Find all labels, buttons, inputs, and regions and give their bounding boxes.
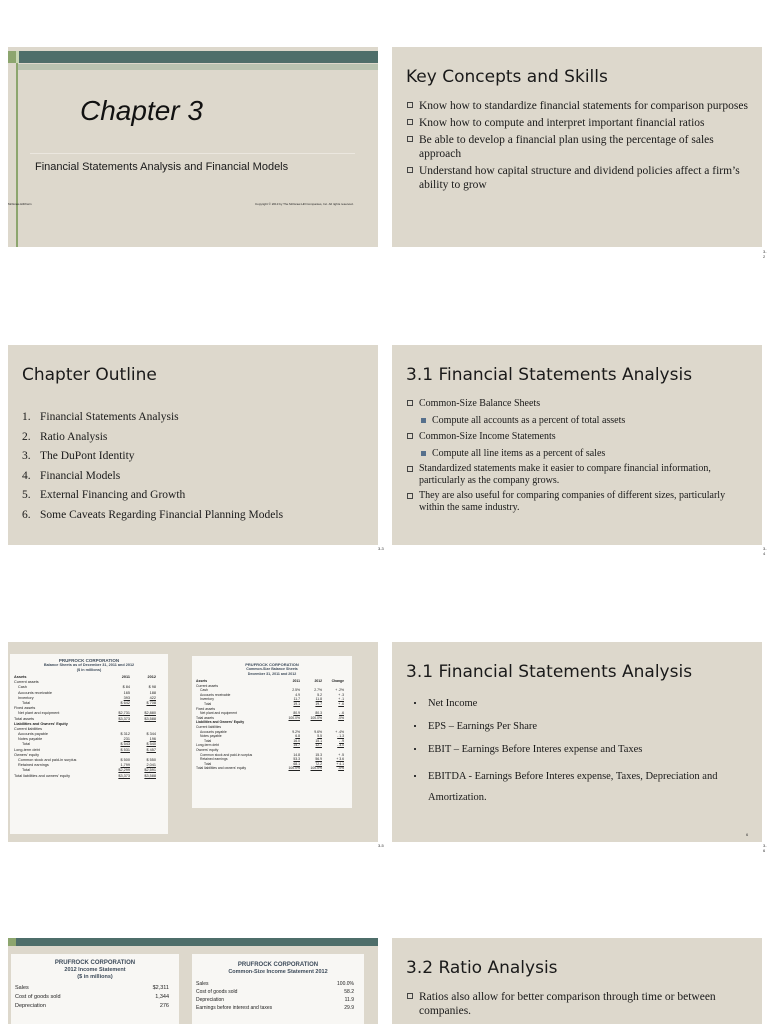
bullet-item: Standardized statements make it easier to compare financial information, particularly as the company grows. <box>406 463 751 487</box>
row-value: $3,588 <box>144 716 156 721</box>
table-header: Assets 2011 2012 <box>14 675 156 679</box>
slide-title: 3.2 Ratio Analysis <box>406 958 558 978</box>
table-row <box>11 993 179 1002</box>
row-value: $2,591 <box>144 768 156 773</box>
slide-title: 3.1 Financial Statements Analysis <box>406 365 693 385</box>
row-value: $ 550 <box>146 758 156 762</box>
row-label: Long-term debt <box>196 743 219 748</box>
chapter-subtitle: Financial Statements Analysis and Financial Models <box>35 161 289 173</box>
slide-key-concepts <box>392 47 762 247</box>
row-value: $2,880 <box>144 711 156 716</box>
row-value: $ 642 <box>120 700 130 705</box>
dot-bullet-icon <box>414 748 416 750</box>
row-label: Total <box>22 700 31 705</box>
row-value: 2,041 <box>146 763 156 768</box>
row-value: 100.0% <box>288 715 300 720</box>
bullet-item: Understand how capital structure and dividend policies affect a firm’s ability to grow <box>406 164 751 192</box>
row-value: 9.6% <box>314 729 322 734</box>
bullet-list <box>406 99 751 195</box>
row-value: + .3 <box>338 692 344 697</box>
row-value: 11.9 <box>344 997 354 1003</box>
common-size-balance-table <box>192 656 352 808</box>
row-label: Cash <box>200 688 208 693</box>
row-value: 15.3 <box>315 752 322 757</box>
row-label: Owners' equity <box>196 747 219 752</box>
table-header: Assets 2011 2012 Change <box>196 679 344 683</box>
header-bar-light <box>16 64 378 70</box>
row-label: Total <box>204 761 212 766</box>
page-number: 3-3 <box>378 546 384 551</box>
row-value: 231 <box>123 737 130 742</box>
row-value: 11.8 <box>315 697 322 702</box>
row-value: 14.8 <box>293 752 300 757</box>
row-value: - .9 <box>339 738 344 743</box>
row-label: Total assets <box>14 716 35 721</box>
term-item: EPS – Earnings Per Share <box>410 720 750 733</box>
row-label: Total <box>204 701 212 706</box>
table-row <box>192 1004 364 1012</box>
footer-publisher: McGraw-Hill/Irwin <box>8 202 32 206</box>
dot-bullet-icon <box>414 725 416 727</box>
row-value: $3,373 <box>118 716 130 721</box>
checkbox-bullet-icon <box>407 400 413 406</box>
row-value: $ 540 <box>146 742 156 747</box>
table-row <box>192 980 364 988</box>
row-label: Net plant and equipment <box>18 711 60 716</box>
row-label: Accounts receivable <box>200 692 231 697</box>
row-value: 58.2 <box>344 989 354 995</box>
outline-item: 1. Financial Statements Analysis <box>22 411 179 423</box>
bullet-item: Common-Size Income Statements <box>406 430 751 444</box>
slide-ratio-analysis <box>392 938 762 1024</box>
row-label: Sales <box>15 985 29 991</box>
row-label: Total <box>22 742 31 747</box>
row-label: Accounts payable <box>18 732 48 737</box>
row-label: Total liabilities and owners' equity <box>196 766 247 771</box>
sub-bullet-item: Compute all accounts as a percent of total assets <box>406 414 751 428</box>
table-row <box>11 1002 179 1011</box>
page-number: 3-6 <box>763 843 767 853</box>
row-value: - .6 <box>339 711 344 716</box>
row-label: Notes payable <box>200 734 222 739</box>
row-label: Inventory <box>200 697 214 702</box>
row-label: Total assets <box>196 715 214 720</box>
outline-item: 4. Financial Models <box>22 469 121 482</box>
slide-chapter-title <box>8 47 378 247</box>
row-value: 2.7% <box>314 688 322 693</box>
row-label: Owners' equity <box>14 752 39 757</box>
table-subtitle: Common-Size Income Statement 2012 <box>228 969 328 975</box>
row-value: 19.1 <box>293 701 300 706</box>
term-list <box>410 697 750 818</box>
table-subtitle: 2012 Income Statement <box>64 967 126 973</box>
row-value: 9.2% <box>292 729 300 734</box>
row-value: 100.0% <box>288 766 300 771</box>
term-item: Net Income <box>410 697 750 710</box>
checkbox-bullet-icon <box>407 493 413 499</box>
table-units: December 31, 2011 and 2012 <box>247 672 297 676</box>
row-label: Common stock and paid-in surplus <box>18 758 77 762</box>
table-title: PRUFROCK CORPORATION <box>237 962 319 968</box>
row-value: + .6 <box>338 701 344 706</box>
row-label: Cost of goods sold <box>15 994 61 1000</box>
row-value: + .2% <box>335 688 344 693</box>
bullet-list <box>406 397 751 517</box>
row-value: 1,344 <box>155 994 169 1000</box>
row-label: Net plant and equipment <box>200 711 237 716</box>
row-value: + 3.6 <box>336 757 344 762</box>
row-value: $ 500 <box>120 758 130 762</box>
row-value: 6.8 <box>295 734 300 739</box>
row-value: $2,731 <box>118 711 130 716</box>
table-title: PRUFROCK CORPORATION <box>58 658 120 663</box>
row-value: + .4% <box>335 729 344 734</box>
table-row <box>192 766 352 771</box>
row-label: Inventory <box>18 695 34 700</box>
bullet-item: Be able to develop a financial plan using the percentage of sales approach <box>406 133 751 161</box>
row-value: 165 <box>123 690 130 695</box>
row-label: Fixed assets <box>14 706 36 711</box>
row-value: $ 457 <box>146 747 156 752</box>
table-title: PRUFROCK CORPORATION <box>54 960 136 966</box>
row-value: 100.0% <box>310 715 322 720</box>
row-label: Depreciation <box>196 997 225 1003</box>
checkbox-bullet-icon <box>407 466 413 472</box>
row-value: 100.0% <box>310 766 322 771</box>
table-row <box>10 774 168 779</box>
row-label: Long-term debt <box>14 747 40 752</box>
slide-title: Chapter Outline <box>22 365 157 385</box>
table-units: ($ in millions) <box>76 668 102 672</box>
row-label: Total liabilities and owners' equity <box>14 773 71 778</box>
row-value: $ 344 <box>146 732 156 737</box>
dot-bullet-icon <box>414 702 416 704</box>
row-label: Sales <box>196 981 209 987</box>
row-value: $ 531 <box>120 747 130 752</box>
row-value: $ 312 <box>120 732 130 737</box>
row-value: 276 <box>159 1003 169 1009</box>
slide-title: 3.1 Financial Statements Analysis <box>406 662 693 682</box>
row-label: Retained earnings <box>200 757 228 762</box>
divider <box>30 153 355 154</box>
row-label: Current liabilities <box>196 724 222 729</box>
row-label: Depreciation <box>15 1003 46 1009</box>
row-label: Accounts payable <box>200 729 227 734</box>
row-value: 72.2 <box>315 761 322 766</box>
row-value: 5.2 <box>317 692 322 697</box>
row-value: 4.9 <box>295 692 300 697</box>
row-label: Retained earnings <box>18 763 49 768</box>
row-value: 15.1 <box>315 738 322 743</box>
outline-item: 2. Ratio Analysis <box>22 430 108 443</box>
row-value: 56.9 <box>315 757 322 762</box>
row-label: Current assets <box>14 680 39 685</box>
row-label: Common stock and paid-in surplus <box>200 752 253 757</box>
row-value: 80.9 <box>293 711 300 716</box>
row-value: 188 <box>149 690 156 695</box>
table-row <box>11 984 179 993</box>
row-value: + .1 <box>338 697 344 702</box>
row-value: 5.5 <box>317 734 322 739</box>
slide-income-statements <box>8 938 378 1024</box>
term-item: EBITDA - Earnings Before Interes expense, Taxes, Depreciation and Amortization. <box>410 766 750 808</box>
row-label: Accounts receivable <box>18 690 52 695</box>
outline-item: 3. The DuPont Identity <box>22 450 135 462</box>
term-item: EBIT – Earnings Before Interes expense and Taxes <box>410 743 750 756</box>
checkbox-bullet-icon <box>407 136 413 142</box>
row-value: 29.9 <box>344 1005 354 1011</box>
row-label: Current assets <box>196 683 219 688</box>
row-value: $2,311 <box>152 985 169 991</box>
bullet-item: Common-Size Balance Sheets <box>406 397 751 411</box>
table-title: PRUFROCK CORPORATION <box>245 662 299 667</box>
row-value: $3,373 <box>118 773 130 778</box>
row-value: 19.7 <box>315 701 322 706</box>
balance-sheet-table <box>10 654 168 834</box>
outline-item: 5. External Financing and Growth <box>22 489 186 501</box>
bullet-list <box>406 990 751 1021</box>
row-value: 422 <box>149 695 156 700</box>
row-label: Total <box>22 768 31 773</box>
row-label: Cash <box>18 685 27 690</box>
checkbox-bullet-icon <box>407 119 413 125</box>
table-subtitle: Balance Sheets as of December 31, 2011 and 2012 <box>43 663 135 667</box>
income-statement-table <box>11 954 179 1024</box>
checkbox-bullet-icon <box>407 167 413 173</box>
bullet-item: They are also useful for comparing companies of different sizes, particularly within the same industry. <box>406 490 751 514</box>
sub-bullet-item: Compute all line items as a percent of sales <box>406 447 751 461</box>
row-value: 15.7 <box>293 743 300 748</box>
common-size-income-table <box>192 954 364 1024</box>
slide-title: Key Concepts and Skills <box>406 67 608 87</box>
row-value: 12.7 <box>315 743 322 748</box>
table-row <box>192 988 364 996</box>
checkbox-bullet-icon <box>407 993 413 999</box>
row-value: - 1.3 <box>337 734 344 739</box>
row-label: Liabilities and Owners' Equity <box>196 720 245 725</box>
page-number: 3-4 <box>763 546 767 556</box>
bullet-item: Know how to compute and interpret important financial ratios <box>406 116 751 130</box>
header-bar <box>8 938 378 946</box>
slide-balance-sheets <box>8 642 378 842</box>
footer-copyright: Copyright © 2013 by The McGraw-Hill Companies, Inc. All rights reserved. <box>255 202 354 206</box>
accent-line <box>16 63 18 247</box>
chapter-title: Chapter 3 <box>80 95 203 126</box>
dot-bullet-icon <box>414 775 416 777</box>
row-value: - 3.0 <box>337 743 344 748</box>
row-label: Current liabilities <box>14 726 43 731</box>
row-label: Fixed assets <box>196 706 216 711</box>
outline-item: 6. Some Caveats Regarding Financial Planning Models <box>22 508 284 521</box>
table-row <box>192 996 364 1004</box>
page-number: 3-5 <box>378 843 384 848</box>
table-subtitle: Common-Size Balance Sheets <box>246 667 298 671</box>
row-value: $2,299 <box>118 768 130 773</box>
row-label: Liabilities and Owners' Equity <box>14 721 68 726</box>
page-number: 3-2 <box>763 249 767 259</box>
checkbox-bullet-icon <box>407 102 413 108</box>
row-value: 393 <box>123 695 130 700</box>
row-value: .0% <box>338 766 344 771</box>
row-value: $ 84 <box>122 685 130 690</box>
square-bullet-icon <box>421 451 426 456</box>
bullet-item: Know how to standardize financial statements for comparison purposes <box>406 99 751 113</box>
slide-fs-analysis-terms <box>392 642 762 842</box>
row-label: Earnings before interest and taxes <box>196 1005 273 1011</box>
header-bar <box>8 51 378 63</box>
row-value: 68.1 <box>293 761 300 766</box>
inner-page-number: 6 <box>746 832 749 837</box>
slide-chapter-outline <box>8 345 378 545</box>
row-value: 80.3 <box>315 711 322 716</box>
bullet-item: Ratios also allow for better comparison through time or between companies. <box>406 990 751 1018</box>
row-value: 1,799 <box>120 763 130 768</box>
row-value: 100.0% <box>337 981 354 987</box>
row-value: 2.5% <box>292 688 300 693</box>
row-value: 11.7 <box>293 697 300 702</box>
row-value: .0% <box>338 715 344 720</box>
row-value: + .5 <box>338 752 344 757</box>
row-value: $ 543 <box>120 742 130 747</box>
row-value: $ 708 <box>146 700 156 705</box>
outline-list <box>22 408 283 525</box>
row-label: Total <box>204 738 212 743</box>
row-value: + 4.1 <box>336 761 344 766</box>
row-value: $ 98 <box>148 685 156 690</box>
row-value: 53.3 <box>293 757 300 762</box>
row-value: 16.0 <box>293 738 300 743</box>
row-label: Notes payable <box>18 737 43 742</box>
row-value: $3,588 <box>144 773 156 778</box>
row-label: Cost of goods sold <box>196 989 238 995</box>
slide-fs-analysis <box>392 345 762 545</box>
square-bullet-icon <box>421 418 426 423</box>
checkbox-bullet-icon <box>407 433 413 439</box>
row-value: 196 <box>149 737 156 742</box>
table-units: ($ in millions) <box>77 974 113 980</box>
